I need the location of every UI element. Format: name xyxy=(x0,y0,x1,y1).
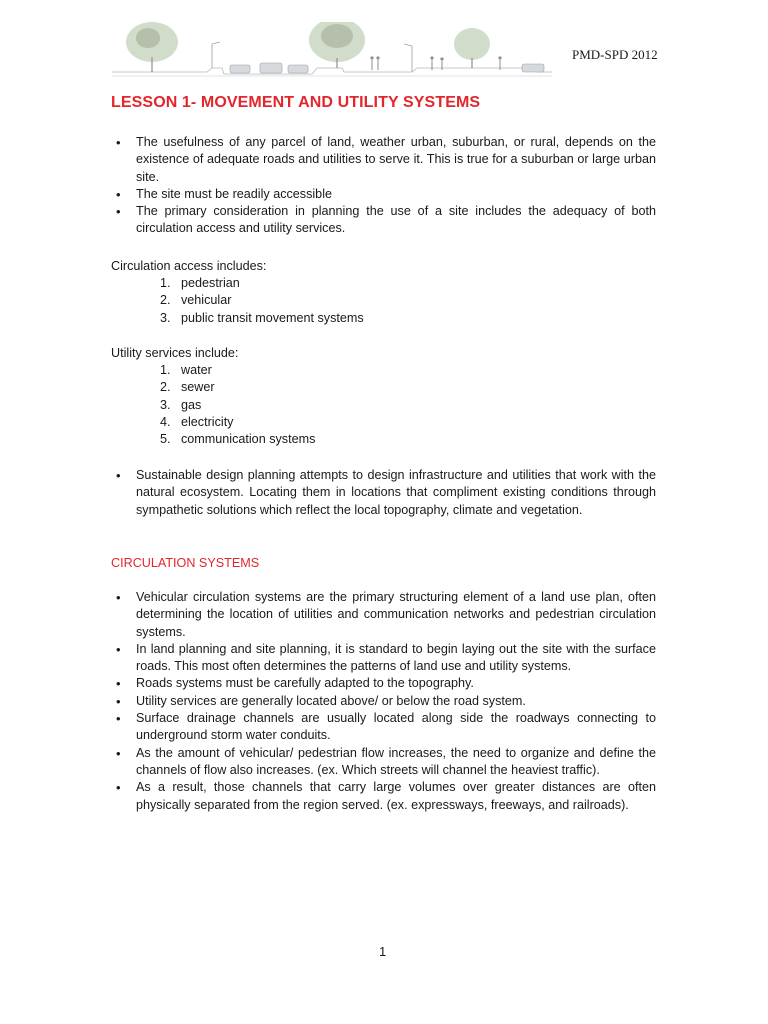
utility-services-list xyxy=(160,362,315,448)
list-item: • Sustainable design planning attempts to design infrastructure and utilities that work with the natural ecosystem. Locating them in locations that compliment existing conditions through sympathetic solutions which reflect the local topography, climate and vegetation. xyxy=(116,467,656,519)
list-item xyxy=(160,431,315,448)
list-item: • Surface drainage channels are usually located along side the roadways connecting to underground storm water conduits. xyxy=(116,710,656,745)
lesson-title: LESSON 1- MOVEMENT AND UTILITY SYSTEMS xyxy=(111,94,481,111)
list-item xyxy=(160,275,364,292)
list-item xyxy=(160,379,315,396)
list-item: • Roads systems must be carefully adapted to the topography. xyxy=(116,675,656,692)
item-text: communication systems xyxy=(181,432,316,447)
item-text: gas xyxy=(181,397,202,412)
list-item xyxy=(160,292,364,309)
circulation-access-label: Circulation access includes: xyxy=(111,259,267,273)
item-number: 1. xyxy=(160,276,171,290)
list-item: • The usefulness of any parcel of land, weather urban, suburban, or rural, depends on the existence of adequate roads and utilities to serve it. This is true for a suburban or large urban site. xyxy=(116,134,656,186)
item-text: public transit movement systems xyxy=(181,310,364,325)
section-heading: CIRCULATION SYSTEMS xyxy=(111,556,260,570)
page-number: 1 xyxy=(379,944,387,959)
list-item: • As the amount of vehicular/ pedestrian flow increases, the need to organize and define the channels of flow also increases. (ex. Which streets will channel the heaviest traffic). xyxy=(116,745,656,780)
item-number: 3. xyxy=(160,310,171,325)
sustainable-bullet-list xyxy=(116,467,656,519)
item-text: pedestrian xyxy=(181,276,240,290)
utility-services-label: Utility services include: xyxy=(111,346,239,360)
item-number: 2. xyxy=(160,380,171,395)
item-text: sewer xyxy=(181,380,215,395)
list-item xyxy=(160,397,315,414)
item-number: 3. xyxy=(160,397,171,412)
item-number: 2. xyxy=(160,293,171,308)
list-item xyxy=(160,414,315,431)
list-item: • In land planning and site planning, it is standard to begin laying out the site with the surface roads. This most often determines the patterns of land use and utility systems. xyxy=(116,641,656,676)
list-item: • The site must be readily accessible xyxy=(116,186,656,203)
intro-bullet-list xyxy=(116,134,656,238)
circulation-bullet-list xyxy=(116,589,656,814)
list-item: • The primary consideration in planning the use of a site includes the adequacy of both circulation access and utility services. xyxy=(116,203,656,238)
street-section-illustration-icon xyxy=(112,22,552,82)
item-number: 1. xyxy=(160,363,171,377)
list-item: • Vehicular circulation systems are the primary structuring element of a land use plan, often determining the location of utilities and communication networks and pedestrian circulation systems. xyxy=(116,589,656,641)
circulation-access-list xyxy=(160,275,364,327)
item-text: water xyxy=(181,363,212,377)
course-code: PMD-SPD 2012 xyxy=(572,47,658,62)
item-text: electricity xyxy=(181,414,234,429)
item-number: 5. xyxy=(160,432,171,447)
list-item: • As a result, those channels that carry large volumes over greater distances are often physically separated from the region served. (ex. expressways, freeways, and railroads). xyxy=(116,779,656,814)
list-item: • Utility services are generally located above/ or below the road system. xyxy=(116,693,656,710)
list-item xyxy=(160,362,315,379)
item-number: 4. xyxy=(160,414,171,429)
list-item xyxy=(160,310,364,327)
item-text: vehicular xyxy=(181,293,232,308)
